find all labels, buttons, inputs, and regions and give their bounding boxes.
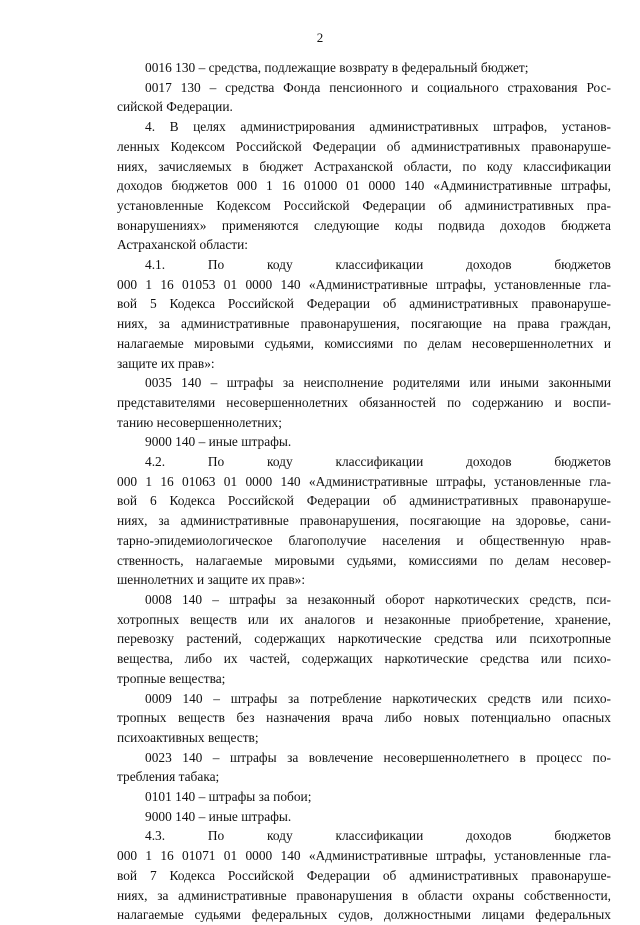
text-line: ниях, за административные правонарушения в области охраны собственности, <box>117 887 611 903</box>
text-line: установленные Кодексом Российской Федерации об административных пра- <box>117 197 611 213</box>
text-line: вой 6 Кодекса Российской Федерации об административных правонаруше- <box>117 493 611 509</box>
text-line: 0016 130 – средства, подлежащие возврату в федеральный бюджет; <box>145 60 529 75</box>
text-line: 4. В целях администрирования административных штрафов, установ- <box>145 119 611 135</box>
text-line: тропных веществ без назначения врача либо новых потенциально опасных <box>117 710 611 726</box>
text-line: Астраханской области: <box>117 237 249 253</box>
paragraph <box>117 826 611 925</box>
text-line: хотропных веществ или их аналогов и незаконные приобретение, хранение, <box>117 611 611 627</box>
text-line: вой 7 Кодекса Российской Федерации об административных правонаруше- <box>117 867 611 883</box>
paragraph <box>117 255 611 373</box>
text-line: 9000 140 – иные штрафы. <box>145 808 292 824</box>
paragraph <box>117 787 611 807</box>
paragraph <box>117 78 611 117</box>
text-line: 0035 140 – штрафы за неисполнение родителями или иными законными <box>145 375 611 391</box>
text-line: ниях, зачисляемых в бюджет Астраханской области, по коду классификации <box>117 158 611 174</box>
text-line: психоактивных веществ; <box>117 729 259 745</box>
page-number: 2 <box>316 30 324 45</box>
paragraph <box>117 689 611 748</box>
text-line: требления табака; <box>117 769 220 785</box>
text-line: налагаемые мировыми судьями, комиссиями по делам несовершеннолетних и <box>117 335 611 351</box>
text-line: тропные вещества; <box>117 670 226 686</box>
text-line: 0023 140 – штрафы за вовлечение несовершеннолетнего в процесс по- <box>145 749 611 765</box>
text-line: вой 5 Кодекса Российской Федерации об административных правонаруше- <box>117 296 611 312</box>
paragraph <box>117 807 611 827</box>
text-line: представителями несовершеннолетних обязанностей по содержанию и воспи- <box>117 394 611 410</box>
text-line: ниях, за административные правонарушения, посягающие на здоровье, сани- <box>117 513 611 529</box>
text-line: 0017 130 – средства Фонда пенсионного и социального страхования Рос- <box>145 79 611 95</box>
text-line: 0101 140 – штрафы за побои; <box>145 789 312 805</box>
text-line: 000 1 16 01063 01 0000 140 «Административные штрафы, установленные гла- <box>117 473 611 489</box>
text-line: 4.1. По коду классификации доходов бюджетов <box>145 257 611 273</box>
text-line: вонарушениях» применяются следующие коды подвида доходов бюджета <box>117 217 611 233</box>
document-body <box>117 58 611 925</box>
text-line: ниях, за административные правонарушения, посягающие на права граждан, <box>117 316 611 332</box>
text-line: 4.2. По коду классификации доходов бюджетов <box>145 454 611 470</box>
paragraph <box>117 117 611 255</box>
text-line: 0008 140 – штрафы за незаконный оборот наркотических средств, пси- <box>145 591 611 607</box>
text-line: 9000 140 – иные штрафы. <box>145 434 292 450</box>
paragraph <box>117 58 611 78</box>
text-line: 000 1 16 01053 01 0000 140 «Административные штрафы, установленные гла- <box>117 276 611 292</box>
text-line: ственность, налагаемые мировыми судьями, комиссиями по делам несовер- <box>117 552 611 568</box>
text-line: доходов бюджетов 000 1 16 01000 01 0000 140 «Административные штрафы, <box>117 178 611 194</box>
text-line: тарно-эпидемиологическое благополучие населения и общественную нрав- <box>117 532 611 548</box>
text-line: защите их прав»: <box>117 355 215 371</box>
paragraph <box>117 373 611 432</box>
text-line: сийской Федерации. <box>117 99 233 115</box>
text-line: шеннолетних и защите их прав»: <box>117 572 306 588</box>
text-line: перевозку растений, содержащих наркотические средства или психотропные <box>117 631 611 647</box>
text-line: 0009 140 – штрафы за потребление наркотических средств или психо- <box>145 690 611 706</box>
text-line: вещества, либо их частей, содержащих наркотические средства или психо- <box>117 651 611 667</box>
paragraph <box>117 590 611 689</box>
text-line: 000 1 16 01071 01 0000 140 «Административные штрафы, установленные гла- <box>117 848 611 864</box>
text-line: танию несовершеннолетних; <box>117 414 282 430</box>
text-line: налагаемые судьями федеральных судов, должностными лицами федеральных <box>117 907 611 923</box>
text-line: ленных Кодексом Российской Федерации об административных правонаруше- <box>117 138 611 154</box>
paragraph <box>117 452 611 590</box>
text-line: 4.3. По коду классификации доходов бюджетов <box>145 828 611 844</box>
paragraph <box>117 432 611 452</box>
paragraph <box>117 748 611 787</box>
